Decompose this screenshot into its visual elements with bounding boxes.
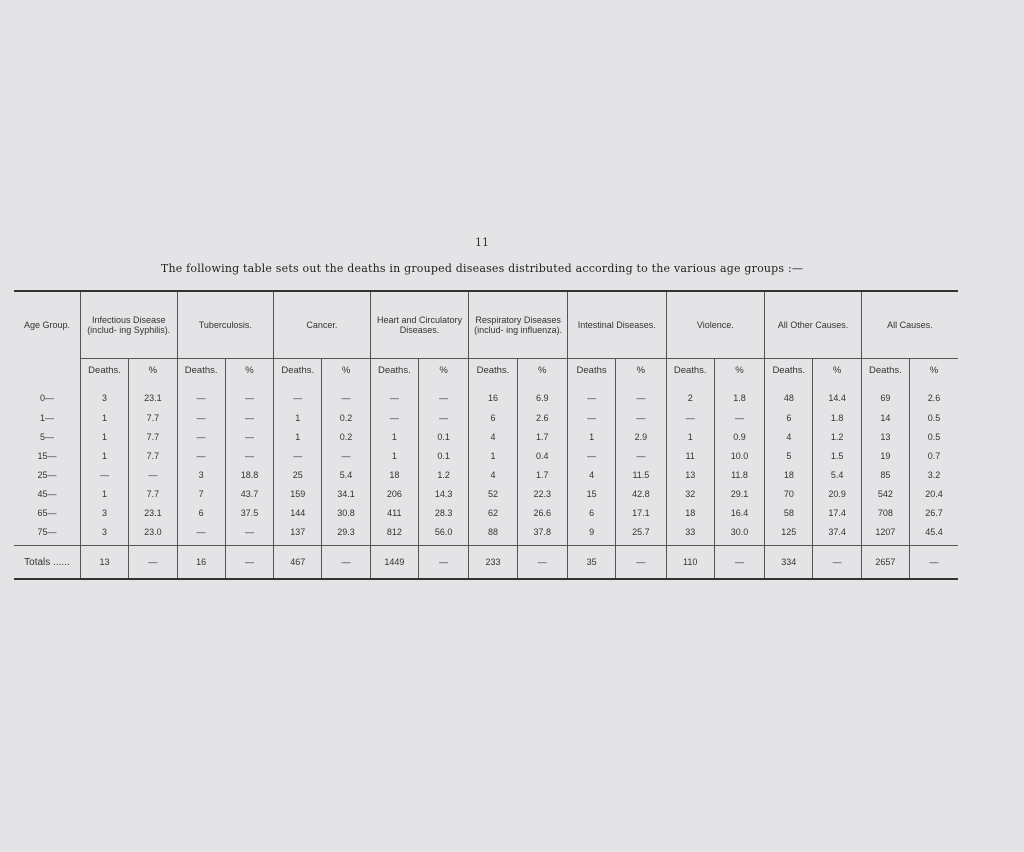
deaths-cell: 88 xyxy=(469,522,517,546)
all-causes-header: All Causes. xyxy=(861,291,958,359)
deaths-subheader: Deaths. xyxy=(469,359,517,382)
infectious-header: Infectious Disease (includ- ing Syphilis). xyxy=(80,291,177,359)
percent-cell: — xyxy=(616,446,666,465)
percent-cell: 7.7 xyxy=(129,446,177,465)
age-group-cell: 75— xyxy=(37,526,57,537)
percent-cell: 30.0 xyxy=(714,522,764,546)
percent-cell: 37.4 xyxy=(813,522,861,546)
deaths-cell: 125 xyxy=(765,522,813,546)
total-percent-cell: — xyxy=(714,546,764,580)
deaths-cell: 14 xyxy=(861,408,909,427)
deaths-cell: — xyxy=(567,381,615,408)
deaths-cell: 144 xyxy=(274,503,322,522)
percent-subheader: % xyxy=(322,359,370,382)
percent-cell: 1.7 xyxy=(517,465,567,484)
percent-subheader: % xyxy=(129,359,177,382)
table-row xyxy=(14,408,958,427)
deaths-cell: 2 xyxy=(666,381,714,408)
percent-cell: 29.1 xyxy=(714,484,764,503)
table-row xyxy=(14,465,958,484)
percent-cell: 11.8 xyxy=(714,465,764,484)
other-causes-header: All Other Causes. xyxy=(765,291,862,359)
deaths-cell: 1 xyxy=(370,446,418,465)
percent-cell: 2.6 xyxy=(517,408,567,427)
deaths-cell: — xyxy=(370,408,418,427)
table-row xyxy=(14,503,958,522)
total-deaths-cell: 13 xyxy=(80,546,128,580)
deaths-cell: 1 xyxy=(80,427,128,446)
deaths-cell: 69 xyxy=(861,381,909,408)
percent-cell: — xyxy=(225,381,273,408)
age-group-cell: 5— xyxy=(39,431,54,442)
violence-header: Violence. xyxy=(666,291,765,359)
total-deaths-cell: 16 xyxy=(177,546,225,580)
deaths-cell: 18 xyxy=(370,465,418,484)
deaths-cell: 6 xyxy=(469,408,517,427)
deaths-cell: 18 xyxy=(765,465,813,484)
percent-cell: 42.8 xyxy=(616,484,666,503)
deaths-cell: — xyxy=(274,446,322,465)
percent-cell: 0.2 xyxy=(322,408,370,427)
percent-cell: 0.9 xyxy=(714,427,764,446)
deaths-cell: 1 xyxy=(666,427,714,446)
deaths-cell: 15 xyxy=(567,484,615,503)
percent-cell: — xyxy=(225,446,273,465)
deaths-cell: 3 xyxy=(80,381,128,408)
percent-cell: — xyxy=(714,408,764,427)
deaths-cell: 9 xyxy=(567,522,615,546)
total-percent-cell: — xyxy=(517,546,567,580)
deaths-cell: 1207 xyxy=(861,522,909,546)
percent-cell: 2.9 xyxy=(616,427,666,446)
respiratory-header: Respiratory Diseases (includ- ing influenza). xyxy=(469,291,568,359)
deaths-cell: 542 xyxy=(861,484,909,503)
deaths-cell: 4 xyxy=(469,427,517,446)
totals-row xyxy=(14,546,958,580)
tuberculosis-header: Tuberculosis. xyxy=(177,291,274,359)
deaths-subheader: Deaths. xyxy=(80,359,128,382)
deaths-cell: 48 xyxy=(765,381,813,408)
percent-cell: — xyxy=(225,408,273,427)
percent-cell: 1.5 xyxy=(813,446,861,465)
total-deaths-cell: 2657 xyxy=(861,546,909,580)
age-group-cell: 65— xyxy=(37,507,57,518)
deaths-subheader: Deaths. xyxy=(274,359,322,382)
percent-cell: — xyxy=(616,408,666,427)
page-number: 11 xyxy=(475,236,489,249)
percent-cell: 1.8 xyxy=(813,408,861,427)
percent-cell: 22.3 xyxy=(517,484,567,503)
deaths-cell: 1 xyxy=(469,446,517,465)
deaths-cell: 16 xyxy=(469,381,517,408)
percent-cell: 28.3 xyxy=(419,503,469,522)
age-group-cell: 45— xyxy=(37,488,57,499)
deaths-cell: 1 xyxy=(80,484,128,503)
deaths-cell: 58 xyxy=(765,503,813,522)
percent-cell: 7.7 xyxy=(129,484,177,503)
totals-label: Totals ...... xyxy=(14,546,80,580)
percent-cell: 56.0 xyxy=(419,522,469,546)
deaths-cell: — xyxy=(370,381,418,408)
percent-cell: 37.5 xyxy=(225,503,273,522)
deaths-cell: 1 xyxy=(567,427,615,446)
deaths-cell: — xyxy=(177,522,225,546)
deaths-subheader: Deaths. xyxy=(177,359,225,382)
total-deaths-cell: 467 xyxy=(274,546,322,580)
percent-cell: 29.3 xyxy=(322,522,370,546)
deaths-cell: 25 xyxy=(274,465,322,484)
deaths-cell: — xyxy=(80,465,128,484)
deaths-cell: — xyxy=(177,381,225,408)
percent-subheader: % xyxy=(517,359,567,382)
age-subheader-blank xyxy=(14,359,80,382)
percent-cell: 0.5 xyxy=(910,408,958,427)
deaths-cell: 3 xyxy=(80,522,128,546)
deaths-subheader: Deaths xyxy=(567,359,615,382)
deaths-cell: 3 xyxy=(177,465,225,484)
percent-cell: 5.4 xyxy=(322,465,370,484)
percent-subheader: % xyxy=(813,359,861,382)
table-row xyxy=(14,427,958,446)
percent-cell: 23.0 xyxy=(129,522,177,546)
percent-subheader: % xyxy=(616,359,666,382)
deaths-cell: — xyxy=(567,446,615,465)
percent-cell: 26.7 xyxy=(910,503,958,522)
table-row xyxy=(14,484,958,503)
total-percent-cell: — xyxy=(813,546,861,580)
total-percent-cell: — xyxy=(910,546,958,580)
deaths-cell: 159 xyxy=(274,484,322,503)
percent-cell: — xyxy=(225,427,273,446)
deaths-cell: 85 xyxy=(861,465,909,484)
deaths-cell: 70 xyxy=(765,484,813,503)
total-deaths-cell: 35 xyxy=(567,546,615,580)
total-percent-cell: — xyxy=(129,546,177,580)
percent-cell: 0.4 xyxy=(517,446,567,465)
percent-cell: 23.1 xyxy=(129,503,177,522)
percent-cell: 5.4 xyxy=(813,465,861,484)
percent-cell: 1.2 xyxy=(813,427,861,446)
percent-cell: 0.1 xyxy=(419,427,469,446)
percent-cell: 2.6 xyxy=(910,381,958,408)
total-percent-cell: — xyxy=(616,546,666,580)
deaths-cell: 206 xyxy=(370,484,418,503)
percent-cell: 18.8 xyxy=(225,465,273,484)
percent-cell: 3.2 xyxy=(910,465,958,484)
deaths-cell: 708 xyxy=(861,503,909,522)
percent-cell: — xyxy=(419,408,469,427)
deaths-cell: 11 xyxy=(666,446,714,465)
age-group-cell: 15— xyxy=(37,450,57,461)
percent-cell: 23.1 xyxy=(129,381,177,408)
percent-cell: 14.3 xyxy=(419,484,469,503)
deaths-cell: — xyxy=(177,446,225,465)
deaths-cell: 4 xyxy=(567,465,615,484)
percent-cell: 20.9 xyxy=(813,484,861,503)
deaths-cell: 4 xyxy=(765,427,813,446)
deaths-cell: 1 xyxy=(370,427,418,446)
deaths-cell: 62 xyxy=(469,503,517,522)
percent-cell: 1.7 xyxy=(517,427,567,446)
percent-cell: 34.1 xyxy=(322,484,370,503)
percent-cell: 0.7 xyxy=(910,446,958,465)
deaths-cell: 137 xyxy=(274,522,322,546)
deaths-cell: 812 xyxy=(370,522,418,546)
deaths-subheader: Deaths. xyxy=(370,359,418,382)
deaths-cell: 1 xyxy=(274,427,322,446)
deaths-cell: 1 xyxy=(80,446,128,465)
percent-cell: 17.4 xyxy=(813,503,861,522)
total-percent-cell: — xyxy=(225,546,273,580)
deaths-cell: 1 xyxy=(274,408,322,427)
deaths-cell: 18 xyxy=(666,503,714,522)
deaths-cell: 33 xyxy=(666,522,714,546)
percent-cell: 30.8 xyxy=(322,503,370,522)
deaths-cell: 5 xyxy=(765,446,813,465)
total-deaths-cell: 233 xyxy=(469,546,517,580)
age-group-cell: 1— xyxy=(39,412,54,423)
percent-cell: 0.1 xyxy=(419,446,469,465)
deaths-cell: 6 xyxy=(567,503,615,522)
percent-cell: — xyxy=(225,522,273,546)
deaths-cell: 1 xyxy=(80,408,128,427)
percent-subheader: % xyxy=(419,359,469,382)
percent-cell: 25.7 xyxy=(616,522,666,546)
percent-subheader: % xyxy=(714,359,764,382)
percent-cell: — xyxy=(129,465,177,484)
percent-cell: — xyxy=(322,446,370,465)
age-group-cell: 25— xyxy=(37,469,57,480)
deaths-cell: 32 xyxy=(666,484,714,503)
total-deaths-cell: 110 xyxy=(666,546,714,580)
percent-cell: 45.4 xyxy=(910,522,958,546)
percent-cell: 20.4 xyxy=(910,484,958,503)
percent-cell: 0.5 xyxy=(910,427,958,446)
deaths-cell: — xyxy=(177,427,225,446)
deaths-cell: 19 xyxy=(861,446,909,465)
deaths-subheader: Deaths. xyxy=(861,359,909,382)
total-deaths-cell: 334 xyxy=(765,546,813,580)
percent-cell: — xyxy=(419,381,469,408)
table-row xyxy=(14,446,958,465)
percent-cell: — xyxy=(322,381,370,408)
percent-cell: 17.1 xyxy=(616,503,666,522)
percent-cell: 0.2 xyxy=(322,427,370,446)
table-row xyxy=(14,381,958,408)
deaths-cell: — xyxy=(666,408,714,427)
deaths-subheader: Deaths. xyxy=(666,359,714,382)
percent-subheader: % xyxy=(225,359,273,382)
percent-cell: 37.8 xyxy=(517,522,567,546)
deaths-cell: — xyxy=(567,408,615,427)
deaths-subheader: Deaths. xyxy=(765,359,813,382)
age-group-cell: 0— xyxy=(39,392,54,403)
percent-cell: 7.7 xyxy=(129,427,177,446)
intro-text: The following table sets out the deaths in grouped diseases distributed according to the various age groups :— xyxy=(160,262,804,275)
percent-cell: 14.4 xyxy=(813,381,861,408)
total-deaths-cell: 1449 xyxy=(370,546,418,580)
deaths-cell: 4 xyxy=(469,465,517,484)
deaths-cell: 6 xyxy=(177,503,225,522)
percent-cell: 1.2 xyxy=(419,465,469,484)
deaths-cell: 3 xyxy=(80,503,128,522)
percent-subheader: % xyxy=(910,359,958,382)
heart-header: Heart and Circulatory Diseases. xyxy=(370,291,469,359)
percent-cell: 43.7 xyxy=(225,484,273,503)
percent-cell: 26.6 xyxy=(517,503,567,522)
deaths-cell: 411 xyxy=(370,503,418,522)
age-group-header: Age Group. xyxy=(23,320,70,331)
deaths-cell: 52 xyxy=(469,484,517,503)
deaths-by-age-table xyxy=(14,290,958,580)
percent-cell: 1.8 xyxy=(714,381,764,408)
deaths-cell: 13 xyxy=(861,427,909,446)
cancer-header: Cancer. xyxy=(274,291,371,359)
percent-cell: 7.7 xyxy=(129,408,177,427)
deaths-cell: 7 xyxy=(177,484,225,503)
percent-cell: 16.4 xyxy=(714,503,764,522)
deaths-cell: — xyxy=(177,408,225,427)
percent-cell: 6.9 xyxy=(517,381,567,408)
deaths-cell: 6 xyxy=(765,408,813,427)
deaths-cell: 13 xyxy=(666,465,714,484)
total-percent-cell: — xyxy=(322,546,370,580)
table-row xyxy=(14,522,958,546)
percent-cell: — xyxy=(616,381,666,408)
percent-cell: 10.0 xyxy=(714,446,764,465)
intestinal-header: Intestinal Diseases. xyxy=(567,291,666,359)
total-percent-cell: — xyxy=(419,546,469,580)
deaths-cell: — xyxy=(274,381,322,408)
percent-cell: 11.5 xyxy=(616,465,666,484)
